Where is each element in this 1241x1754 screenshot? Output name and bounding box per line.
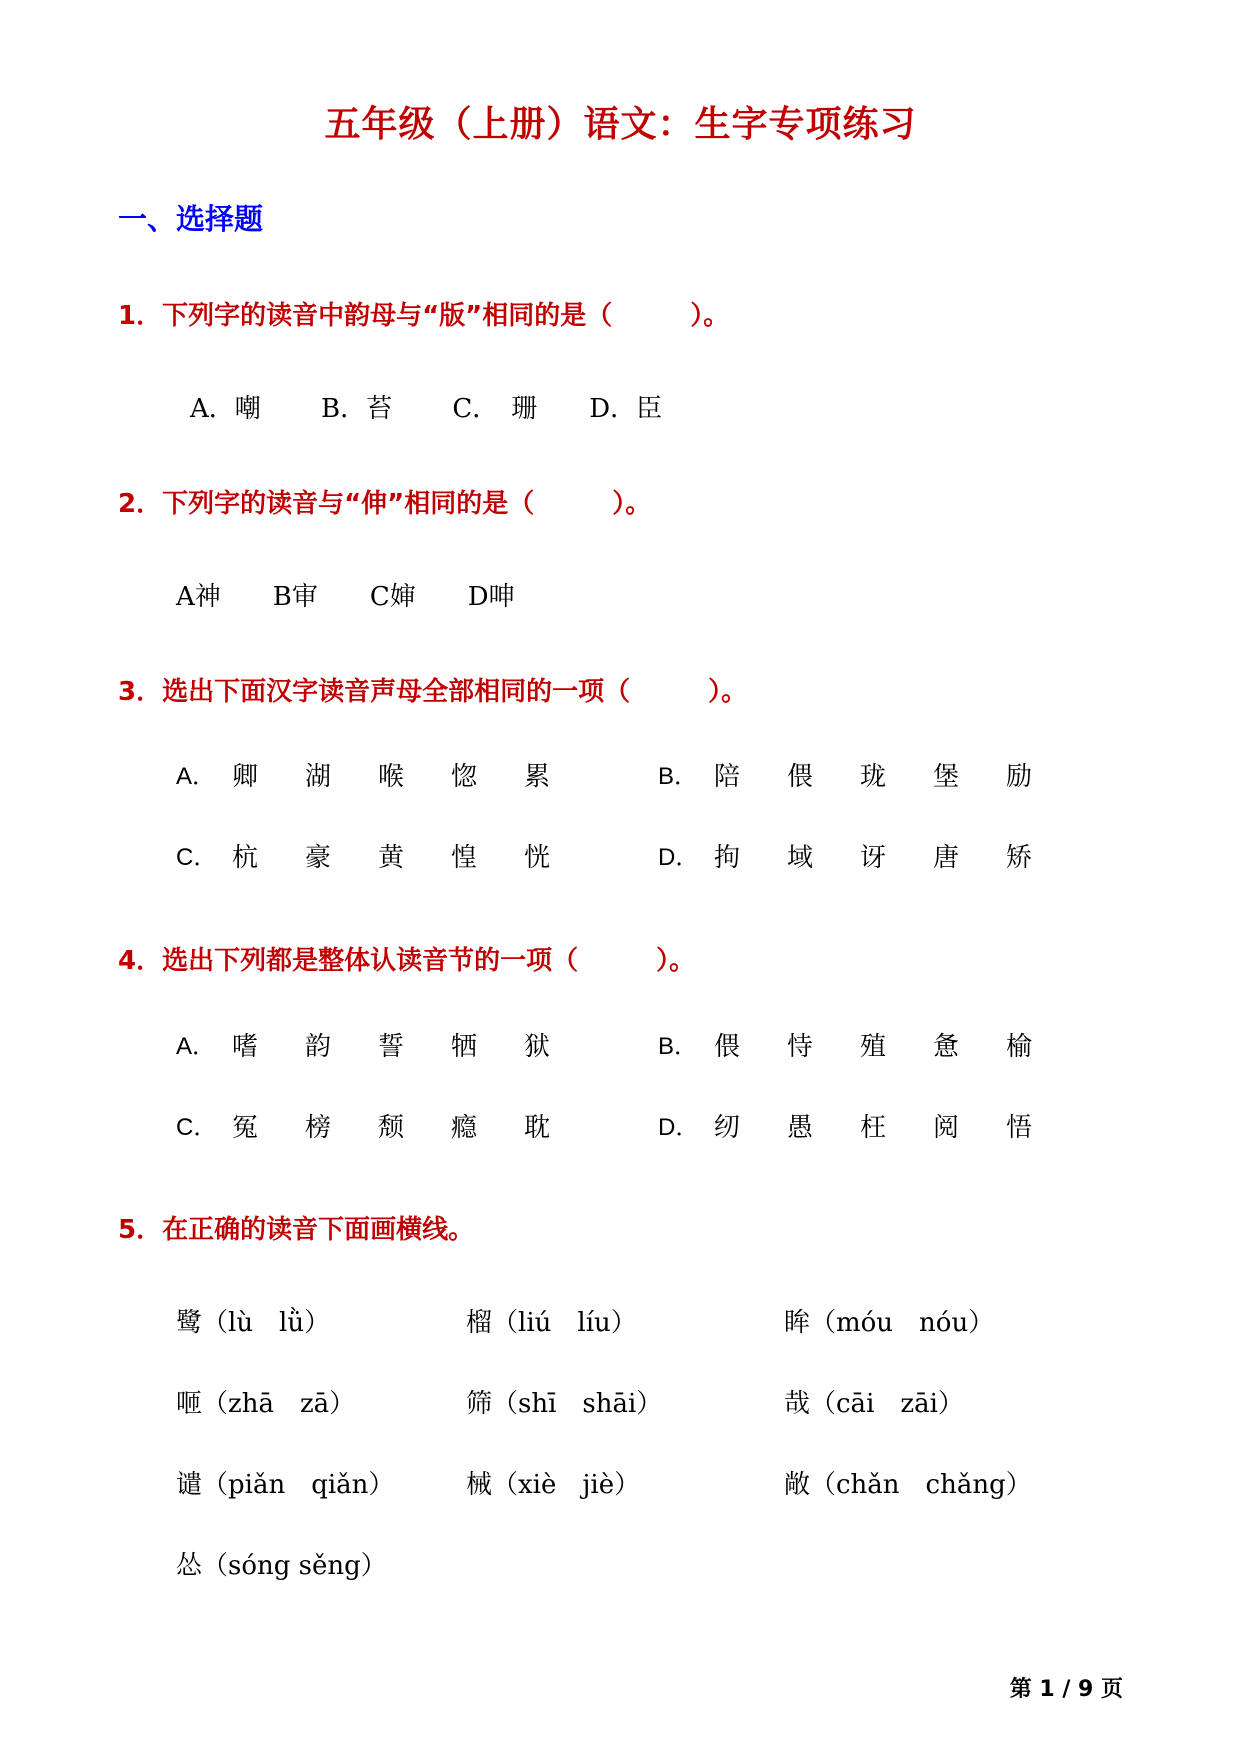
option-char: 惚 [451, 762, 478, 792]
option-label: A． [176, 1033, 217, 1060]
option-char: 励 [1006, 762, 1033, 792]
option-char: 陪 [714, 762, 741, 792]
question-4-option-a [176, 1032, 597, 1062]
question-2-stem: 2．下列字的读音与“伸”相同的是（ ）。 [118, 489, 652, 519]
option-char: 愚 [787, 1113, 814, 1143]
option-label: C． [176, 844, 218, 871]
page-title: 五年级（上册）语文：生字专项练习 [324, 104, 917, 145]
option-char: 枉 [860, 1113, 887, 1143]
option-char: 惶 [451, 843, 478, 873]
option-char: 杭 [232, 843, 259, 873]
option-char: 榜 [305, 1113, 332, 1143]
question-3-option-d [658, 843, 1079, 873]
question-4-stem: 4．选出下列都是整体认读音节的一项（ ）。 [118, 946, 696, 976]
option-char: 阅 [933, 1113, 960, 1143]
question-2-options: A神 B审 C婶 D呻 [176, 582, 515, 612]
option-char: 纫 [714, 1113, 741, 1143]
option-char: 悟 [1006, 1113, 1033, 1143]
pinyin-item: 谴（piǎn qiǎn） [176, 1470, 395, 1500]
option-label: D． [658, 1114, 700, 1141]
option-char: 湖 [305, 762, 332, 792]
option-char: 耽 [524, 1113, 551, 1143]
option-char: 恍 [524, 843, 551, 873]
pinyin-item: 怂（sóng sěng） [176, 1551, 387, 1581]
option-char: 黄 [378, 843, 405, 873]
option-char: 狱 [524, 1032, 551, 1062]
option-label: A． [176, 763, 217, 790]
option-char: 唐 [933, 843, 960, 873]
pinyin-item: 哉（cāi zāi） [784, 1389, 964, 1419]
option-char: 榆 [1006, 1032, 1033, 1062]
question-4-option-c [176, 1113, 597, 1143]
option-char: 韵 [305, 1032, 332, 1062]
pinyin-item: 眸（móu nóu） [784, 1308, 995, 1338]
pinyin-item: 筛（shī shāi） [466, 1389, 663, 1419]
option-label: B． [658, 763, 699, 790]
pinyin-item: 榴（liú líu） [466, 1308, 637, 1338]
option-char: 拘 [714, 843, 741, 873]
option-char: 瘾 [451, 1113, 478, 1143]
option-char: 惫 [933, 1032, 960, 1062]
question-1-options: A．嘲 B．苔 C． 珊 D．臣 [190, 394, 663, 424]
option-label: B． [658, 1033, 699, 1060]
option-char: 偎 [714, 1032, 741, 1062]
section-heading: 一、选择题 [118, 202, 264, 236]
option-char: 殖 [860, 1032, 887, 1062]
option-char: 嗜 [232, 1032, 259, 1062]
option-char: 累 [524, 762, 551, 792]
option-char: 珑 [860, 762, 887, 792]
question-1-stem: 1．下列字的读音中韵母与“版”相同的是（ ）。 [118, 301, 730, 331]
option-char: 牺 [451, 1032, 478, 1062]
pinyin-item: 咂（zhā zā） [176, 1389, 356, 1419]
question-3-option-b [658, 762, 1079, 792]
option-char: 卿 [232, 762, 259, 792]
question-5-stem: 5．在正确的读音下面画横线。 [118, 1215, 475, 1245]
option-char: 颓 [378, 1113, 405, 1143]
page-number: 第 1 / 9 页 [1009, 1677, 1123, 1702]
option-label: D． [658, 844, 700, 871]
pinyin-item: 鹭（lù lǜ） [176, 1308, 331, 1338]
question-3-stem: 3．选出下面汉字读音声母全部相同的一项（ ）。 [118, 677, 748, 707]
option-char: 誓 [378, 1032, 405, 1062]
option-char: 矫 [1006, 843, 1033, 873]
option-char: 冤 [232, 1113, 259, 1143]
option-char: 偎 [787, 762, 814, 792]
question-3-option-c [176, 843, 597, 873]
question-4-option-d [658, 1113, 1079, 1143]
option-char: 堡 [933, 762, 960, 792]
option-label: C． [176, 1114, 218, 1141]
question-3-option-a [176, 762, 597, 792]
option-char: 讶 [860, 843, 887, 873]
option-char: 豪 [305, 843, 332, 873]
option-char: 喉 [378, 762, 405, 792]
pinyin-item: 械（xiè jiè） [466, 1470, 641, 1500]
option-char: 域 [787, 843, 814, 873]
option-char: 恃 [787, 1032, 814, 1062]
question-4-option-b [658, 1032, 1079, 1062]
pinyin-item: 敞（chǎn chǎng） [784, 1470, 1032, 1500]
